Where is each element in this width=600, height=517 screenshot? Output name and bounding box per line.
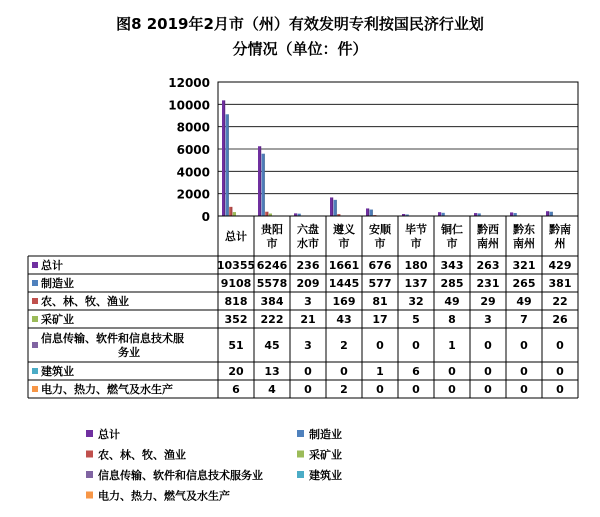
table-cell: 137 <box>404 277 428 290</box>
table-cell: 3 <box>304 295 312 308</box>
table-cell: 0 <box>556 339 564 352</box>
table-cell: 321 <box>512 259 536 272</box>
table-cell: 169 <box>332 295 356 308</box>
table-cell: 0 <box>376 339 384 352</box>
table-cell: 265 <box>512 277 536 290</box>
bar-shade <box>332 197 333 216</box>
table-cell: 0 <box>520 339 528 352</box>
table-cell: 577 <box>368 277 392 290</box>
table-cell: 1 <box>376 365 384 378</box>
table-cell: 1 <box>448 339 456 352</box>
bar-shade <box>336 200 337 216</box>
table-cell: 3 <box>304 339 312 352</box>
bar <box>438 212 441 216</box>
row-label: 农、林、牧、渔业 <box>41 295 129 308</box>
table-cell: 17 <box>372 313 388 326</box>
row-label: 制造业 <box>41 277 74 290</box>
table-cell: 49 <box>516 295 532 308</box>
bar-shade <box>552 212 553 216</box>
table-cell: 45 <box>264 339 280 352</box>
row-legend-key <box>32 386 38 392</box>
bar-shade <box>548 211 549 216</box>
chart-title-line-1: 图8 2019年2月市（州）有效发明专利按国民济行业划 <box>116 15 484 33</box>
bar-shade <box>372 210 373 216</box>
category-label: 六盘 <box>297 223 319 236</box>
table-cell: 343 <box>440 259 464 272</box>
category-label: 毕节 <box>405 223 427 236</box>
table-cell: 2 <box>340 383 348 396</box>
table-cell: 10355 <box>216 259 256 272</box>
bar-shade <box>228 114 229 216</box>
y-tick-label: 10000 <box>168 98 210 113</box>
category-label: 南州 <box>477 237 499 250</box>
table-cell: 32 <box>408 295 424 308</box>
table-cell: 0 <box>412 339 420 352</box>
table-cell: 6 <box>412 365 420 378</box>
plot-area <box>168 76 578 224</box>
table-cell: 0 <box>448 383 456 396</box>
table-cell: 0 <box>484 365 492 378</box>
row-label: 总计 <box>41 259 63 272</box>
table-cell: 49 <box>444 295 460 308</box>
chart-title <box>116 15 484 58</box>
table-cell: 1661 <box>328 259 360 272</box>
bar-shade <box>260 146 261 216</box>
y-tick-label: 4000 <box>176 165 210 180</box>
table-cell: 29 <box>480 295 496 308</box>
legend-label: 总计 <box>98 428 120 441</box>
legend-label: 信息传输、软件和信息技术服务业 <box>98 469 263 482</box>
bar-shade <box>267 212 268 216</box>
category-label: 市 <box>374 237 386 250</box>
table-cell: 8 <box>448 313 456 326</box>
bar <box>233 212 236 216</box>
row-label: 电力、热力、燃气及水生产 <box>41 383 173 396</box>
table-cell: 676 <box>368 259 392 272</box>
table-cell: 0 <box>340 365 348 378</box>
category-label: 遵义 <box>333 223 355 236</box>
legend-label: 电力、热力、燃气及水生产 <box>98 489 230 503</box>
category-label: 南州 <box>513 237 535 250</box>
category-label: 州 <box>554 237 566 250</box>
category-label: 安顺 <box>369 223 391 236</box>
table-cell: 0 <box>484 383 492 396</box>
table-cell: 2 <box>340 339 348 352</box>
table-cell: 0 <box>304 383 312 396</box>
table-cell: 263 <box>476 259 500 272</box>
legend-key <box>86 430 93 437</box>
table-cell: 222 <box>260 313 284 326</box>
table-cell: 22 <box>552 295 568 308</box>
legend-key <box>86 492 93 499</box>
table-cell: 180 <box>404 259 428 272</box>
table-cell: 6246 <box>256 259 288 272</box>
category-label: 贵阳 <box>261 223 283 236</box>
legend-key <box>86 471 93 478</box>
y-tick-label: 2000 <box>176 187 210 202</box>
table-cell: 429 <box>548 259 572 272</box>
table-cell: 81 <box>372 295 388 308</box>
chart-title-line-2: 分情况（单位：件） <box>232 40 368 58</box>
table-cell: 381 <box>548 277 572 290</box>
category-label: 市 <box>266 237 278 250</box>
table-cell: 3 <box>484 313 492 326</box>
table-cell: 818 <box>224 295 248 308</box>
table-cell: 43 <box>336 313 352 326</box>
table-cell: 13 <box>264 365 280 378</box>
category-label: 水市 <box>297 237 319 250</box>
legend <box>86 427 342 503</box>
table-cell: 0 <box>520 365 528 378</box>
table-cell: 285 <box>440 277 464 290</box>
table-cell: 0 <box>376 383 384 396</box>
legend-label: 农、林、牧、渔业 <box>98 448 186 462</box>
bar-shade <box>231 207 232 216</box>
category-label: 黔南 <box>549 223 571 236</box>
bar-shade <box>368 208 369 216</box>
table-cell: 231 <box>476 277 500 290</box>
table-cell: 384 <box>260 295 284 308</box>
row-legend-key <box>32 298 38 304</box>
legend-key <box>297 430 304 437</box>
row-legend-key <box>32 280 38 286</box>
category-label: 黔西 <box>477 223 499 236</box>
row-label: 信息传输、软件和信息技术服 <box>41 332 184 345</box>
table-cell: 236 <box>296 259 320 272</box>
table-cell: 209 <box>296 277 320 290</box>
bar-shade <box>264 154 265 216</box>
category-label: 市 <box>338 237 350 250</box>
legend-key <box>86 451 93 458</box>
table-cell: 0 <box>556 383 564 396</box>
row-label: 建筑业 <box>41 365 74 378</box>
table-cell: 6 <box>232 383 240 396</box>
category-label: 市 <box>410 237 422 250</box>
row-label: 采矿业 <box>41 313 74 326</box>
category-label: 总计 <box>225 230 247 243</box>
bar-shade <box>224 100 225 216</box>
y-tick-label: 8000 <box>176 120 210 135</box>
table-cell: 26 <box>552 313 568 326</box>
bar <box>510 212 513 216</box>
legend-key <box>297 471 304 478</box>
y-tick-label: 12000 <box>168 76 210 90</box>
table-cell: 4 <box>268 383 276 396</box>
table-cell: 0 <box>304 365 312 378</box>
y-tick-label: 6000 <box>176 143 210 157</box>
legend-label: 制造业 <box>309 428 342 441</box>
table-cell: 7 <box>520 313 528 326</box>
row-legend-key <box>32 316 38 322</box>
table-cell: 5578 <box>256 277 288 290</box>
table-cell: 9108 <box>220 277 252 290</box>
category-label: 市 <box>446 237 458 250</box>
table-cell: 1445 <box>328 277 360 290</box>
row-legend-key <box>32 368 38 374</box>
data-table <box>28 216 578 398</box>
table-cell: 21 <box>300 313 316 326</box>
legend-label: 建筑业 <box>309 469 342 482</box>
table-cell: 0 <box>448 365 456 378</box>
row-legend-key <box>32 262 38 268</box>
legend-label: 采矿业 <box>309 448 342 462</box>
legend-key <box>297 451 304 458</box>
category-label: 铜仁 <box>441 223 463 236</box>
y-tick-label: 0 <box>201 210 210 224</box>
table-cell: 5 <box>412 313 420 326</box>
table-cell: 0 <box>556 365 564 378</box>
table-cell: 20 <box>228 365 244 378</box>
row-label: 务业 <box>118 346 140 359</box>
table-cell: 51 <box>228 339 244 352</box>
row-legend-key <box>32 342 38 348</box>
table-cell: 352 <box>224 313 248 326</box>
table-cell: 0 <box>412 383 420 396</box>
table-cell: 0 <box>484 339 492 352</box>
table-cell: 0 <box>520 383 528 396</box>
category-label: 黔东 <box>513 223 535 236</box>
